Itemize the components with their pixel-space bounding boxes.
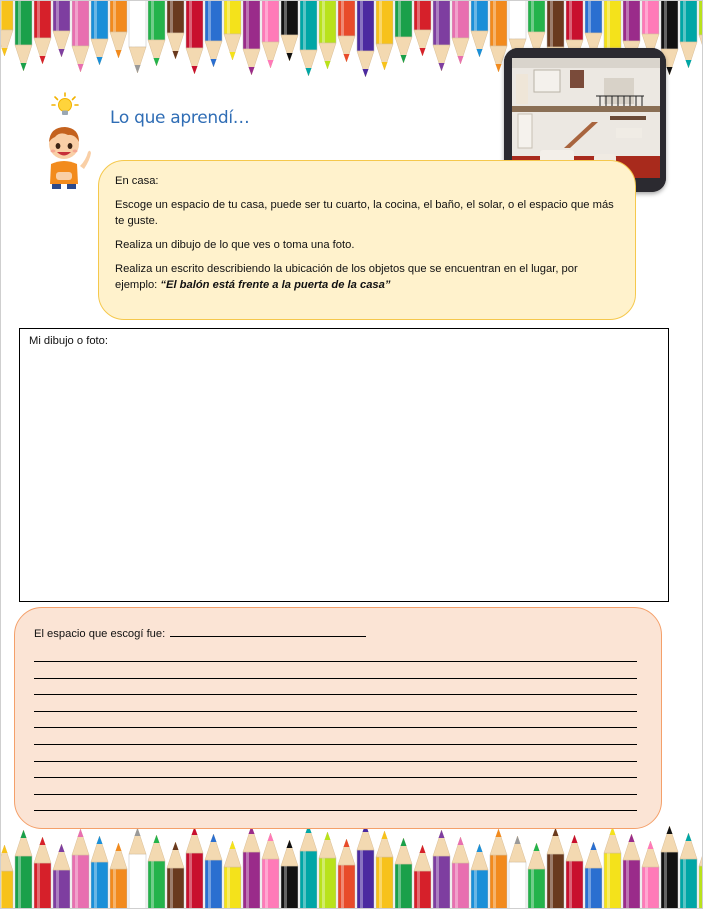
colored-pencil: [205, 0, 222, 67]
colored-pencil: [0, 0, 13, 56]
colored-pencil: [623, 834, 640, 909]
instructions-heading: En casa:: [115, 175, 159, 187]
colored-pencil: [376, 0, 393, 70]
writing-line[interactable]: [34, 761, 637, 762]
colored-pencil: [281, 0, 298, 61]
colored-pencil: [53, 844, 70, 909]
colored-pencil: [300, 825, 317, 909]
colored-pencil: [490, 829, 507, 909]
drawing-area-label: Mi dibujo o foto:: [29, 335, 108, 347]
colored-pencil: [452, 837, 469, 909]
writing-area: [14, 607, 662, 829]
writing-line[interactable]: [34, 727, 637, 728]
colored-pencil: [319, 0, 336, 69]
colored-pencil: [262, 0, 279, 68]
writing-line[interactable]: [34, 794, 637, 795]
colored-pencil: [547, 828, 564, 909]
colored-pencil: [680, 833, 697, 909]
colored-pencil: [699, 0, 703, 61]
chosen-space-blank[interactable]: [170, 624, 366, 637]
colored-pencil: [680, 0, 697, 68]
colored-pencil: [699, 840, 703, 909]
colored-pencil: [338, 0, 355, 62]
writing-line[interactable]: [34, 694, 637, 695]
colored-pencil: [15, 0, 32, 71]
colored-pencil: [585, 842, 602, 909]
colored-pencil: [0, 845, 13, 909]
colored-pencil: [319, 832, 336, 909]
colored-pencil: [186, 827, 203, 909]
writing-prompt-label: El espacio que escogí fue:: [34, 628, 169, 640]
colored-pencil: [509, 836, 526, 909]
colored-pencil: [471, 0, 488, 57]
colored-pencil: [91, 836, 108, 909]
colored-pencil: [642, 841, 659, 909]
colored-pencil: [148, 835, 165, 909]
colored-pencil: [300, 0, 317, 76]
instruction-step-1: Escoge un espacio de tu casa, puede ser tu cuarto, la cocina, el baño, el solar, o el espacio que más te guste.: [115, 199, 614, 227]
colored-pencil: [167, 0, 184, 59]
writing-line[interactable]: [34, 777, 637, 778]
colored-pencil: [243, 826, 260, 909]
writing-line[interactable]: [34, 810, 637, 811]
colored-pencil: [91, 0, 108, 65]
writing-prompt: [34, 624, 366, 640]
colored-pencil: [433, 0, 450, 71]
colored-pencil: [566, 835, 583, 909]
colored-pencil: [72, 0, 89, 72]
colored-pencil: [243, 0, 260, 75]
colored-pencil: [205, 834, 222, 909]
colored-pencil: [129, 0, 146, 73]
colored-pencil: [528, 843, 545, 909]
colored-pencil: [72, 829, 89, 909]
colored-pencil: [34, 837, 51, 909]
colored-pencil: [281, 840, 298, 909]
colored-pencil: [471, 844, 488, 909]
writing-line[interactable]: [34, 678, 637, 679]
instruction-step-3-text: Realiza un escrito describiendo la ubicación de los objetos que se encuentran en el lugar, por ejemplo:: [115, 263, 578, 291]
instructions-box: [98, 160, 636, 320]
colored-pencil: [395, 0, 412, 63]
colored-pencil: [395, 838, 412, 909]
colored-pencil: [53, 0, 70, 57]
smiling-boy-icon: [42, 122, 94, 190]
colored-pencil: [452, 0, 469, 64]
colored-pencil: [262, 833, 279, 909]
colored-pencil: [34, 0, 51, 64]
colored-pencil: [15, 830, 32, 909]
colored-pencil: [376, 831, 393, 909]
colored-pencil: [433, 830, 450, 909]
page-title: Lo que aprendí…: [110, 108, 250, 128]
colored-pencil: [414, 845, 431, 909]
colored-pencil: [224, 0, 241, 60]
writing-line[interactable]: [34, 711, 637, 712]
colored-pencil: [110, 0, 127, 58]
colored-pencil: [110, 843, 127, 909]
writing-line[interactable]: [34, 744, 637, 745]
writing-line[interactable]: [34, 661, 637, 662]
drawing-area[interactable]: [19, 328, 669, 602]
colored-pencil: [338, 839, 355, 909]
instruction-step-3: [115, 261, 619, 293]
colored-pencil: [604, 827, 621, 909]
lightbulb-icon: [51, 92, 79, 118]
instruction-example: “El balón está frente a la puerta de la casa”: [160, 279, 391, 291]
colored-pencil: [661, 826, 678, 909]
colored-pencil: [414, 0, 431, 56]
colored-pencil: [357, 824, 374, 909]
colored-pencil: [224, 841, 241, 909]
colored-pencil: [148, 0, 165, 66]
colored-pencil: [129, 828, 146, 909]
instruction-step-2: Realiza un dibujo de lo que ves o toma una foto.: [115, 239, 355, 251]
colored-pencil: [167, 842, 184, 909]
colored-pencil: [357, 0, 374, 77]
colored-pencil: [186, 0, 203, 74]
